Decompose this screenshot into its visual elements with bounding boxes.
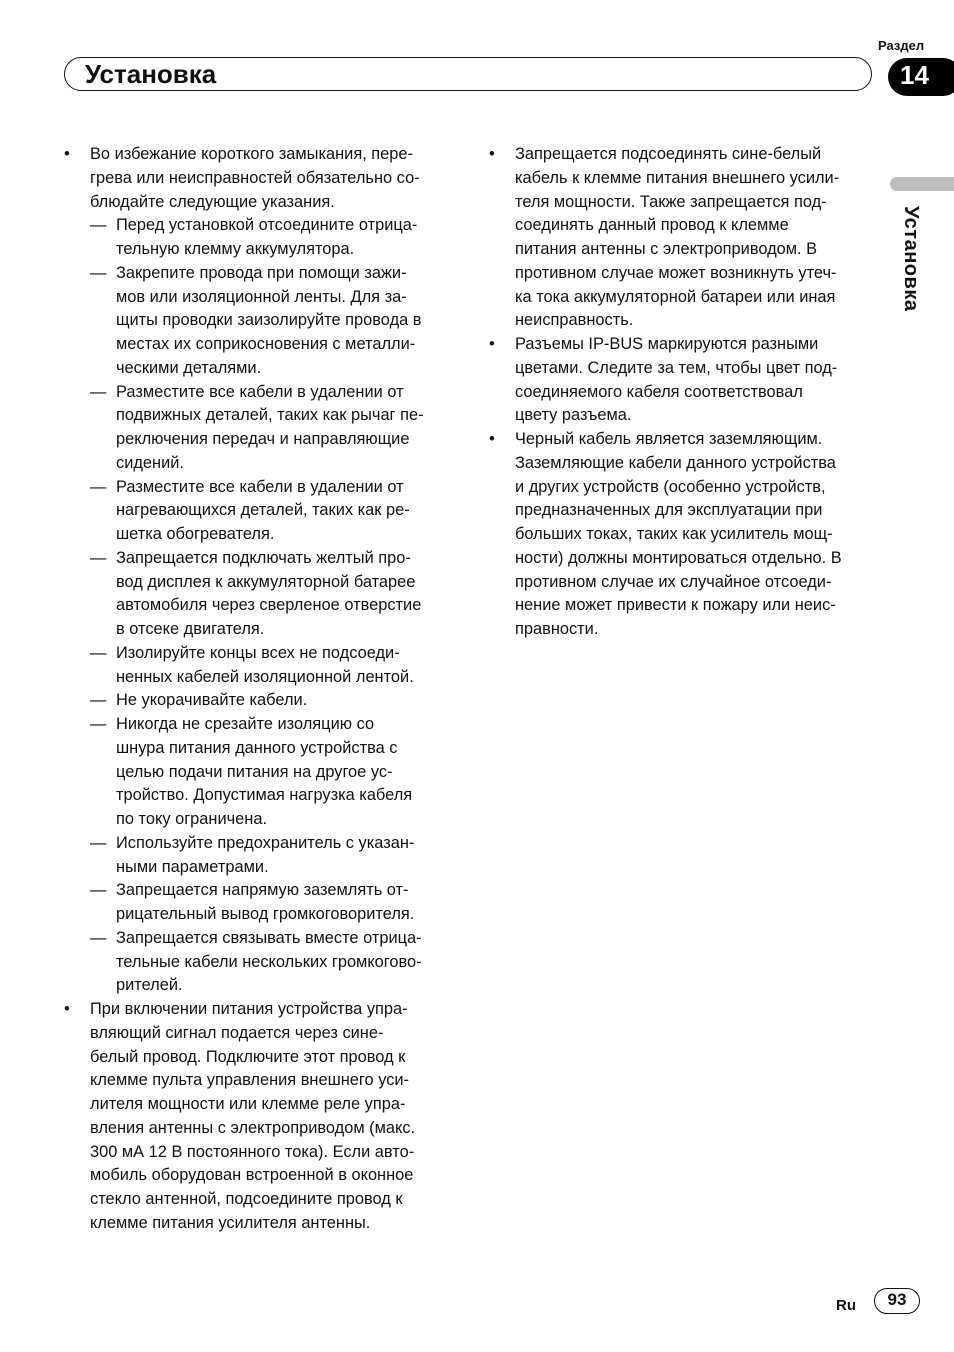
page-number: 93: [887, 1290, 907, 1309]
text-line: грева или неисправностей обязательно со-: [90, 168, 420, 187]
bullet-item: [489, 143, 873, 333]
text-line: щиты проводки заизолируйте провода в: [116, 311, 422, 330]
text-line: цветами. Следите за тем, чтобы цвет под-: [515, 358, 838, 377]
text-line: шнура питания данного устройства с: [116, 738, 398, 757]
bullet-item: [64, 143, 456, 998]
text-line: неисправность.: [515, 311, 634, 330]
right-column: [489, 143, 873, 642]
text-line: предназначенных для эксплуатации при: [515, 501, 823, 520]
page-number-badge: [874, 1288, 920, 1314]
text-line: рителей.: [116, 976, 183, 995]
text-line: противном случае может возникнуть утеч-: [515, 263, 837, 282]
dash-item: [90, 476, 456, 547]
text-line: ными параметрами.: [116, 857, 269, 876]
text-line: Запрещается напрямую заземлять от-: [116, 881, 409, 900]
text-line: клемме питания усилителя антенны.: [90, 1213, 371, 1232]
text-line: больших токах, таких как усилитель мощ-: [515, 525, 833, 543]
dash-marker: —: [90, 548, 107, 567]
text-line: подвижных деталей, таких как рычаг пе-: [116, 406, 424, 425]
left-column: [64, 143, 456, 1236]
chapter-tab: [888, 58, 954, 96]
text-line: ности) должны монтироваться отдельно. В: [515, 548, 842, 567]
text-line: реключения передач и направляющие: [116, 430, 410, 448]
dash-item: [90, 381, 456, 476]
dash-item: [90, 689, 456, 713]
bullet-marker: •: [64, 1000, 70, 1018]
dash-item: [90, 927, 456, 998]
text-line: соединяемого кабеля соответствовал: [515, 382, 803, 401]
text-line: целью подачи питания на другое ус-: [116, 762, 393, 781]
text-line: вляющий сигнал подается через сине-: [90, 1023, 384, 1042]
text-line: Разместите все кабели в удалении от: [116, 382, 404, 401]
text-line: нение может привести к пожару или неис-: [515, 596, 836, 615]
dash-marker: —: [90, 477, 107, 496]
text-line: При включении питания устройства упра-: [90, 1000, 408, 1018]
bullet-marker: •: [64, 145, 70, 163]
text-line: ка тока аккумуляторной батареи или иная: [515, 287, 836, 306]
text-line: Никогда не срезайте изоляцию со: [116, 715, 375, 733]
text-line: Во избежание короткого замыкания, пере-: [90, 145, 413, 163]
dash-marker: —: [90, 881, 107, 900]
dash-item: [90, 713, 456, 832]
text-line: Разъемы IP-BUS маркируются разными: [515, 335, 819, 353]
text-line: соединять данный провод к клемме: [515, 216, 789, 235]
bullet-marker: •: [489, 430, 495, 448]
dash-item: [90, 642, 456, 690]
bullet-item: [64, 998, 456, 1236]
dash-item: [90, 879, 456, 927]
text-line: тельные кабели нескольких громкогово-: [116, 952, 422, 971]
text-line: мов или изоляционной ленты. Для за-: [116, 287, 407, 306]
text-line: 300 мА 12 В постоянного тока). Если авто-: [90, 1142, 415, 1161]
text-line: Заземляющие кабели данного устройства: [515, 453, 836, 472]
dash-marker: —: [90, 833, 107, 852]
text-line: Разместите все кабели в удалении от: [116, 477, 404, 496]
text-line: Используйте предохранитель с указан-: [116, 833, 415, 852]
dash-marker: —: [90, 263, 107, 282]
side-tab: [890, 177, 954, 191]
dash-marker: —: [90, 643, 107, 662]
dash-item: [90, 214, 456, 262]
dash-marker: —: [90, 928, 107, 947]
text-line: белый провод. Подключите этот провод к: [90, 1047, 406, 1066]
text-line: правности.: [515, 620, 599, 638]
dash-item: [90, 262, 456, 381]
dash-marker: —: [90, 715, 107, 733]
text-line: блюдайте следующие указания.: [90, 192, 335, 211]
text-line: питания антенны с электроприводом. В: [515, 240, 818, 258]
bullet-marker: •: [489, 145, 495, 163]
dash-marker: —: [90, 691, 107, 710]
chapter-number: 14: [900, 60, 929, 90]
text-line: нагревающихся деталей, таких как ре-: [116, 501, 410, 520]
text-line: Запрещается подключать желтый про-: [116, 548, 411, 567]
bullet-marker: •: [489, 335, 495, 353]
text-line: клемме пульта управления внешнего уси-: [90, 1071, 410, 1090]
text-line: мобиль оборудован встроенной в оконное: [90, 1166, 414, 1185]
page-title: Установка: [85, 59, 217, 89]
text-line: противном случае их случайное отсоеди-: [515, 572, 832, 591]
text-line: Запрещается связывать вместе отрица-: [116, 928, 422, 947]
dash-item: [90, 547, 456, 642]
text-line: сидений.: [116, 453, 184, 472]
text-line: тельную клемму аккумулятора.: [116, 240, 355, 258]
side-section-label: Установка: [900, 206, 922, 312]
title-bar: [64, 57, 872, 91]
text-line: вод дисплея к аккумуляторной батарее: [116, 572, 416, 591]
text-line: вления антенны с электроприводом (макс.: [90, 1118, 416, 1137]
text-line: ненных кабелей изоляционной лентой.: [116, 667, 414, 686]
bullet-item: [489, 333, 873, 428]
text-line: стекло антенной, подсоедините провод к: [90, 1190, 403, 1208]
bullet-item: [489, 428, 873, 642]
text-line: кабель к клемме питания внешнего усили-: [515, 168, 840, 187]
dash-marker: —: [90, 382, 107, 401]
text-line: Не укорачивайте кабели.: [116, 691, 308, 710]
text-line: Перед установкой отсоедините отрица-: [116, 216, 418, 235]
text-line: ческими деталями.: [116, 358, 262, 377]
dash-item: [90, 832, 456, 880]
text-line: цвету разъема.: [515, 406, 632, 425]
text-line: в отсеке двигателя.: [116, 620, 265, 638]
language-code: Ru: [836, 1297, 856, 1314]
text-line: лителя мощности или клемме реле упра-: [90, 1095, 406, 1113]
text-line: и других устройств (особенно устройств,: [515, 477, 826, 496]
text-line: теля мощности. Также запрещается под-: [515, 192, 827, 211]
text-line: по току ограничена.: [116, 810, 267, 828]
dash-marker: —: [90, 216, 107, 235]
text-line: местах их соприкосновения с металли-: [116, 335, 416, 353]
text-line: тройство. Допустимая нагрузка кабеля: [116, 786, 413, 805]
text-line: автомобиля через сверленое отверстие: [116, 596, 422, 615]
text-line: шетка обогревателя.: [116, 525, 275, 543]
text-line: Черный кабель является заземляющим.: [515, 430, 823, 448]
text-line: Запрещается подсоединять сине-белый: [515, 145, 822, 163]
text-line: Закрепите провода при помощи зажи-: [116, 263, 407, 282]
text-line: Изолируйте концы всех не подсоеди-: [116, 643, 400, 662]
text-line: рицательный вывод громкоговорителя.: [116, 905, 415, 923]
section-label: Раздел: [878, 38, 925, 53]
